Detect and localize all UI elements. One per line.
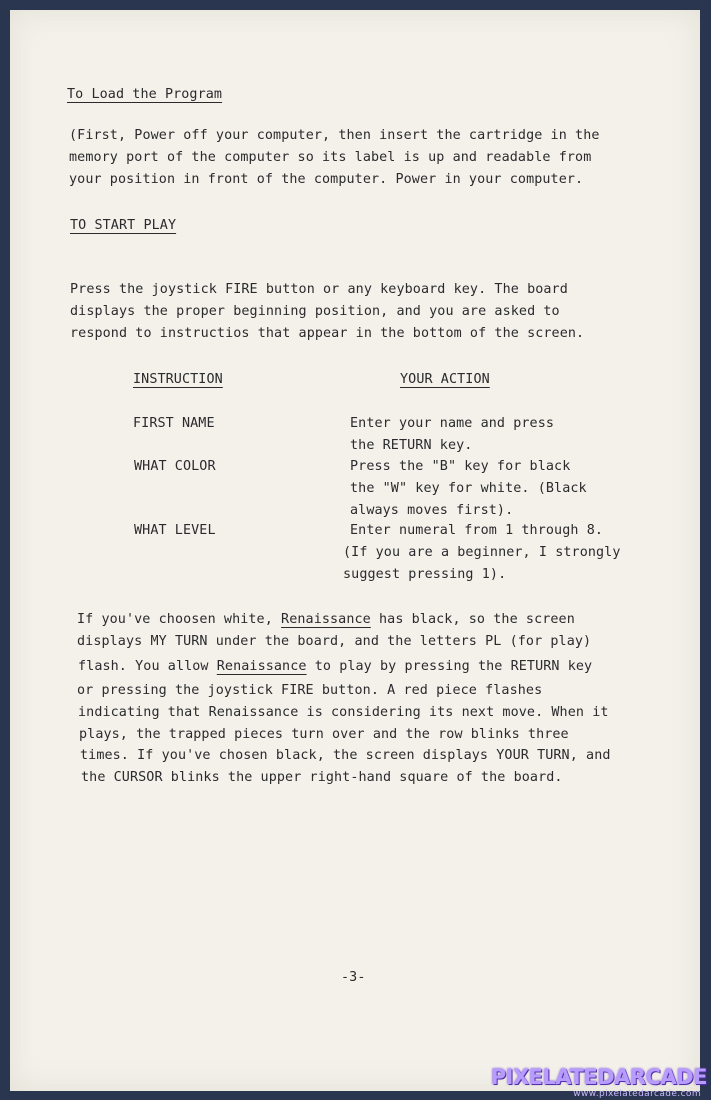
paragraph-line: (First, Power off your computer, then insert the cartridge in the: [69, 128, 600, 143]
load-paragraph: [69, 125, 600, 191]
body-line: times. If you've chosen black, the screen displays YOUR TURN, and: [80, 748, 611, 763]
watermark-logo: PIXELATEDARCADE: [490, 1065, 707, 1089]
load-heading: To Load the Program: [67, 87, 223, 102]
renaissance-title: Renaissance: [281, 612, 371, 627]
paragraph-line: your position in front of the computer. Power in your computer.: [69, 172, 584, 187]
paragraph-line: respond to instructios that appear in the bottom of the screen.: [70, 326, 585, 341]
watermark-url: www.pixelatedarcade.com: [573, 1089, 701, 1099]
instruction-column-header: INSTRUCTION: [133, 372, 223, 387]
start-heading: TO START PLAY: [70, 218, 177, 233]
action-line: suggest pressing 1).: [343, 567, 507, 582]
page-number: -3-: [341, 970, 366, 985]
body-line: displays MY TURN under the board, and the letters PL (for play): [77, 634, 592, 649]
action-line: Enter numeral from 1 through 8.: [350, 523, 604, 538]
action-line: Press the "B" key for black: [350, 459, 571, 474]
action-line: the RETURN key.: [350, 438, 473, 453]
paragraph-line: memory port of the computer so its label is up and readable from: [69, 150, 592, 165]
body-line: indicating that Renaissance is considering its next move. When it: [78, 705, 609, 720]
renaissance-title: Renaissance: [216, 659, 307, 674]
body-line: plays, the trapped pieces turn over and the row blinks three: [79, 727, 569, 742]
action-what-color: [350, 456, 587, 522]
body-line: or pressing the joystick FIRE button. A red piece flashes: [77, 683, 543, 698]
paragraph-line: Press the joystick FIRE button or any keyboard key. The board: [70, 282, 568, 297]
action-line: always moves first).: [350, 503, 514, 518]
instruction-what-color: WHAT COLOR: [134, 459, 216, 474]
start-paragraph: [70, 279, 584, 345]
action-line: the "W" key for white. (Black: [350, 481, 587, 496]
action-first-name: [350, 413, 554, 457]
paragraph-line: displays the proper beginning position, and you are asked to: [70, 304, 560, 319]
action-line: (If you are a beginner, I strongly: [343, 545, 621, 560]
instruction-first-name: FIRST NAME: [133, 416, 215, 431]
body-line: flash. You allow Renaissance to play by pressing the RETURN key: [78, 659, 593, 674]
instruction-what-level: WHAT LEVEL: [134, 523, 216, 538]
action-line: Enter your name and press: [350, 416, 555, 431]
body-line: the CURSOR blinks the upper right-hand square of the board.: [81, 770, 563, 785]
body-line: If you've choosen white, Renaissance has black, so the screen: [77, 612, 575, 627]
action-column-header: YOUR ACTION: [400, 372, 490, 387]
